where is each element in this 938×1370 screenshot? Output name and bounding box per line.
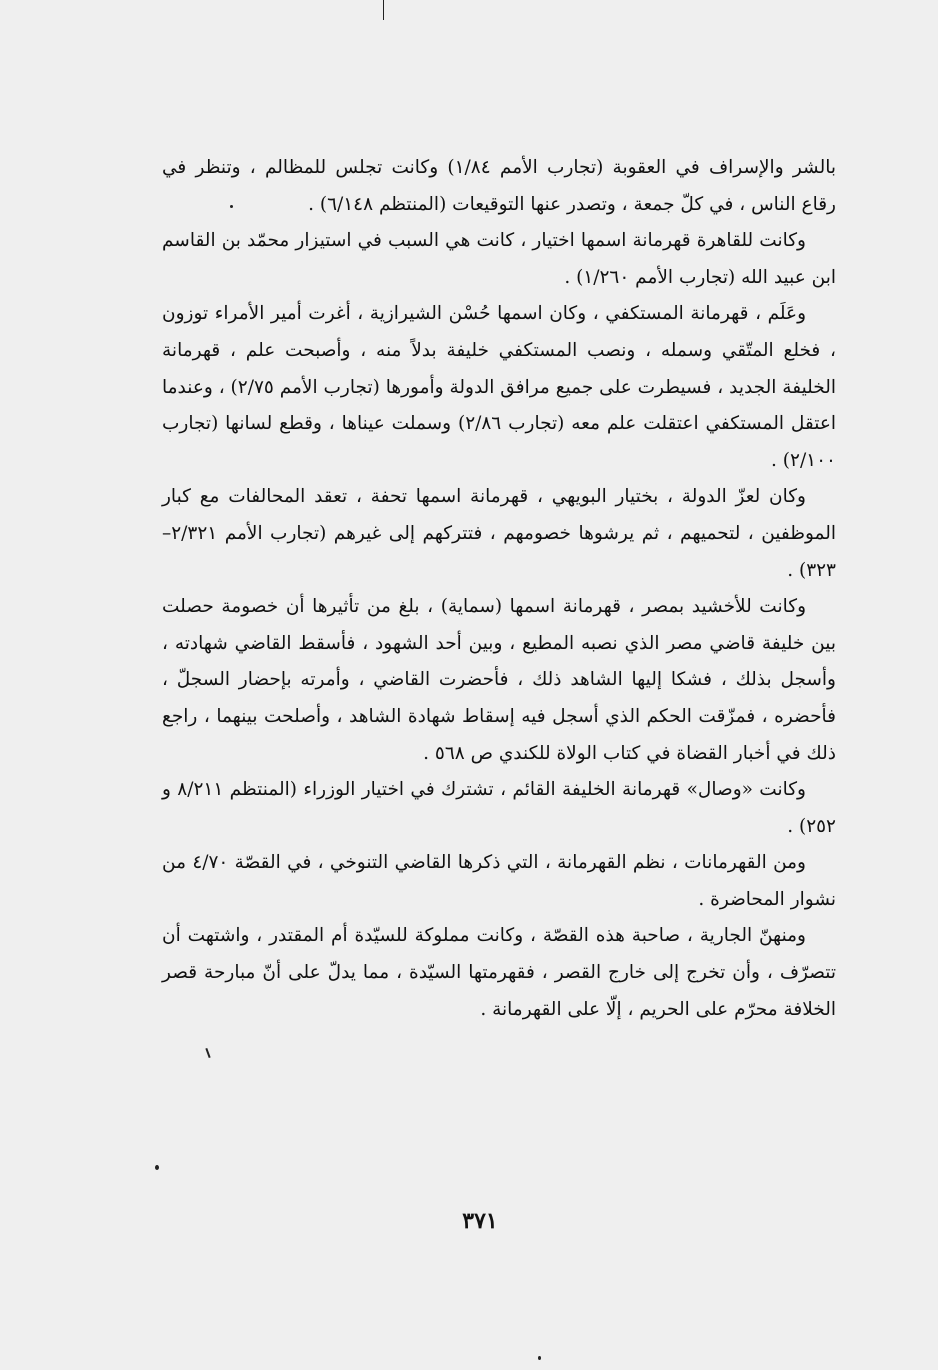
- scan-speck: [538, 1356, 541, 1360]
- scan-speck: [155, 1165, 159, 1170]
- paragraph: ومنهنّ الجارية ، صاحبة هذه القصّة ، وكانت مملوكة للسيّدة أم المقتدر ، واشتهت أن تتصرّف ، وأن تخرج إلى خارج القصر ، فقهرمتها السيّدة ، مما يدلّ على أنّ مبارحة قصر الخلافة محرّم على الحريم ، إلّا على القهرمانة .: [162, 925, 836, 1020]
- paragraph: وكانت «وصال» قهرمانة الخليفة القائم ، تشترك في اختيار الوزراء (المنتظم ٨/٢١١ و ٢٥٢) .: [162, 779, 836, 837]
- page-number: ٣٧١: [462, 1208, 498, 1234]
- paragraph: وعَلَم ، قهرمانة المستكفي ، وكان اسمها حُسْن الشيرازية ، أغرت أمير الأمراء توزون ، فخلع المتّقي وسمله ، ونصب المستكفي خليفة بدلاً منه ، وأصبحت علم ، قهرمانة الخليفة الجديد ، فسيطرت على جميع مرافق الدولة وأمورها (تجارب الأمم ٢/٧٥) ، وعندما اعتقل المستكفي اعتقلت علم معه (تجارب ٢/٨٦) وسملت عيناها ، وقطع لسانها (تجارب ٢/١٠٠) .: [162, 303, 837, 471]
- paragraph: وكان لعزّ الدولة ، بختيار البويهي ، قهرمانة اسمها تحفة ، تعقد المحالفات مع كبار الموظفين ، لتحميهم ، ثم يرشوها خصومهم ، فتتركهم إلى غيرهم (تجارب الأمم ٢/٣٢١–٣٢٣) .: [162, 486, 836, 581]
- paragraph: وكانت للقاهرة قهرمانة اسمها اختيار ، كانت هي السبب في استيزار محمّد بن القاسم ابن عبيد الله (تجارب الأمم ١/٢٦٠) .: [162, 230, 836, 288]
- scan-speck: [205, 1048, 210, 1058]
- paragraph: وكانت للأخشيد بمصر ، قهرمانة اسمها (سماية) ، بلغ من تأثيرها أن خصومة حصلت بين خليفة قاضي مصر الذي نصبه المطيع ، وبين أحد الشهود ، فأسقط القاضي شهادته ، وأسجل بذلك ، فشكا إليها الشاهد ذلك ، فأحضرت القاضي ، وأمرته بإحضار السجلّ ، فأحضره ، فمزّقت الحكم الذي أسجل فيه إسقاط شهادة الشاهد ، وأصلحت بينهما ، راجع ذلك في أخبار القضاة في كتاب الولاة للكندي ص ٥٦٨ .: [162, 596, 836, 764]
- paragraph: بالشر والإسراف في العقوبة (تجارب الأمم ١/٨٤) وكانت تجلس للمظالم ، وتنظر في رقاع الناس ، في كلّ جمعة ، وتصدر عنها التوقيعات (المنتظم ٦/١٤٨) .: [162, 157, 836, 215]
- paragraph: ومن القهرمانات ، نظم القهرمانة ، التي ذكرها القاضي التنوخي ، في القصّة ٤/٧٠ من نشوار المحاضرة .: [162, 852, 836, 910]
- scan-line-mark: [383, 0, 384, 20]
- body-text: [162, 150, 836, 1028]
